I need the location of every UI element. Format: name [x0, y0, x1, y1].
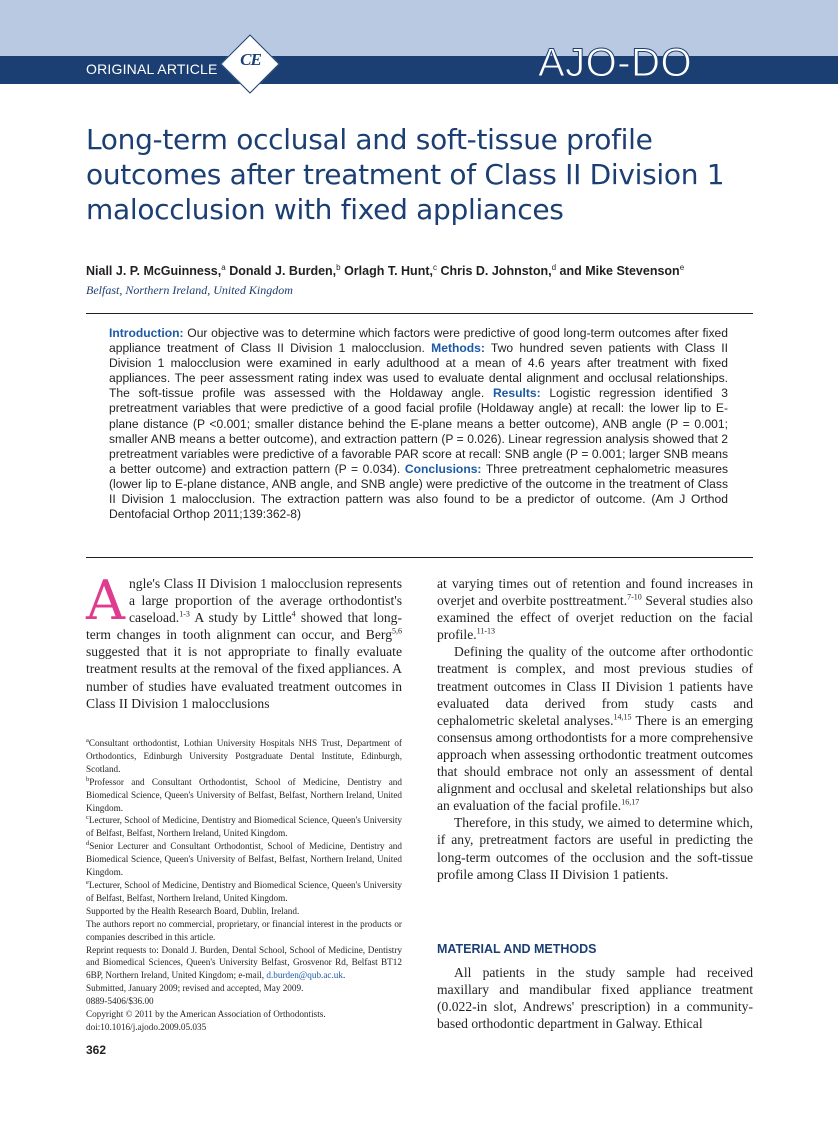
conflict-note: The authors report no commercial, proprietary, or financial interest in the products or companies described in this article.	[86, 918, 402, 942]
funding-note: Supported by the Health Research Board, Dublin, Ireland.	[86, 905, 300, 916]
body-text: ngle's Class II Division 1 malocclusion represents a large proportion of the average orthodontist's caseload.	[129, 576, 402, 626]
article-title: Long-term occlusal and soft-tissue profile outcomes after treatment of Class II Division 1 malocclusion with fixed appliances	[86, 123, 725, 226]
author-affil-mark: b	[336, 262, 341, 272]
footnote-c: $^c$Lecturer, School of Medicine, Dentistry and Biomedical Science, Queen's University of Belfast, Belfast, Northern Ireland, United Kingdom.	[86, 814, 402, 839]
header-top-band	[0, 0, 838, 56]
journal-logo: AJO-DO	[538, 41, 693, 85]
author-list	[86, 264, 684, 278]
abstract-results-heading: Results:	[492, 386, 541, 401]
section-heading-methods: MATERIAL AND METHODS	[437, 942, 597, 956]
ce-badge-label: CE	[240, 50, 261, 69]
body-text: A study by Little	[189, 610, 292, 626]
doi[interactable]: doi:10.1016/j.ajodo.2009.05.035	[86, 1021, 207, 1032]
copyright-note: Copyright © 2011 by the American Association of Orthodontists.	[86, 1009, 326, 1020]
body-paragraph: at varying times out of retention and found increases in overjet and overbite posttreatment.$^{7-10}$ Several studies also examined the effect of overjet reduction on the facial profile.$^{11-13}$	[437, 576, 753, 643]
abstract-methods-heading: Methods:	[431, 341, 485, 356]
footnotes	[86, 737, 402, 1034]
body-paragraph: Defining the quality of the outcome after orthodontic treatment is complex, and most previous studies of treatment outcomes in Class II Division 1 patients have evaluated data derived from study casts and cephalometric skeletal analyses.$^{14,15}$ There is an emerging consensus among orthodontists for a more comprehensive approach when assessing orthodontic treatment outcomes that should embrace not only an assessment of dental alignment and occlusal and skeletal relationships but also an evaluation of the facial profile.$^{16,17}$	[437, 644, 753, 814]
author-name: Orlagh T. Hunt,	[344, 264, 433, 278]
body-paragraph: Therefore, in this study, we aimed to determine which, if any, pretreatment factors are useful in predicting the long-term outcomes of the occlusion and the soft-tissue profile among Class II Division 1 patients.	[437, 815, 753, 882]
citation-ref[interactable]: 11-13	[476, 626, 496, 636]
abstract-results: Logistic regression identified 3 pretreatment variables that were predictive of a good facial profile (Holdaway angle) at recall: the lower lip to E-plane distance (P <0.001; smaller distance behind the E-plane means a better outcome), ANB angle (P = 0.001; smaller ANB means a better outcome), and extraction pattern (P = 0.026). Linear regression analysis showed that 2 pretreatment variables were predictive of a favorable PAR score at recall: SNB angle (P = 0.001; larger SNB means a better outcome) and extraction pattern (P = 0.034).	[109, 386, 728, 476]
abstract-citation: (Am J Orthod Dentofacial Orthop 2011;139:362-8)	[109, 492, 728, 522]
footnote-a: $^a$Consultant orthodontist, Lothian University Hospitals NHS Trust, Department of Orthodontics, Edinburgh University Postgraduate Dental Institute, Edinburgh, Scotland.	[86, 736, 402, 774]
affiliation: Belfast, Northern Ireland, United Kingdom	[86, 283, 293, 297]
author-name: Donald J. Burden,	[229, 264, 337, 278]
abstract-conclusions-heading: Conclusions:	[404, 461, 482, 476]
footnote-b: $^b$Professor and Consultant Orthodontist, School of Medicine, Dentistry and Biomedical Science, Queen's University of Belfast, Belfast, Northern Ireland, United Kingdom.	[86, 775, 402, 813]
author-affil-mark: c	[432, 262, 437, 272]
abstract-introduction-heading: Introduction:	[109, 326, 184, 340]
abstract-conclusions: Three pretreatment cephalometric measures (lower lip to E-plane distance, ANB angle, and SNB angle) were predictive of the outcome in the treatment of Class II Division 1 malocclusion. The extraction pattern was also found to be a predictor of outcome.	[109, 461, 728, 507]
drop-cap: A	[86, 569, 125, 632]
author-name: and Mike Stevenson	[559, 264, 680, 278]
body-text: suggested that it is not appropriate to finally evaluate treatment results at the removal of the fixed appliances. A number of studies have evaluated treatment outcomes in Class II Division 1 malocclusions	[86, 644, 402, 711]
abstract-methods: Two hundred seven patients with Class II Division 1 malocclusion were examined in early adulthood at a mean of 4.6 years after treatment with fixed appliances. The peer assessment rating index was used to evaluate dental alignment and occlusal relationships. The soft-tissue profile was assessed with the Holdaway angle.	[109, 341, 728, 401]
reprint-note: Reprint requests to: Donald J. Burden, Dental School, School of Medicine, Dentistry and Biomedical Sciences, Queen's University Belfast, Grosvenor Rd, Belfast BT12 6BP, Northern Ireland, United Kingdom; e-mail, d.burden@qub.ac.uk.	[86, 944, 402, 981]
body-paragraph: All patients in the study sample had received maxillary and mandibular fixed appliance treatment (0.022-in slot, Andrews' prescription) in a community-based orthodontic department in Galway. Ethical	[437, 965, 753, 1032]
abstract	[109, 326, 728, 522]
author-name: Niall J. P. McGuinness,	[86, 264, 222, 278]
price-note: 0889-5406/$36.00	[86, 996, 154, 1007]
page-number: 362	[86, 1043, 107, 1057]
citation-ref[interactable]: 16,17	[621, 797, 640, 807]
author-affil-mark: d	[551, 262, 557, 272]
citation-ref[interactable]: 1-3	[179, 609, 190, 619]
body-text: showed that long-term changes in tooth alignment can occur, and Berg	[86, 610, 402, 643]
footnote-d: $^d$Senior Lecturer and Consultant Orthodontist, School of Medicine, Dentistry and Biomedical Science, Queen's University of Belfast, Belfast, Northern Ireland, United Kingdom.	[86, 840, 402, 878]
submitted-note: Submitted, January 2009; revised and accepted, May 2009.	[86, 983, 304, 994]
abstract-introduction: Our objective was to determine which factors were predictive of good long-term outcomes after fixed appliance treatment of Class II Division 1 malocclusion.	[109, 326, 728, 356]
author-affil-mark: a	[221, 262, 226, 272]
email-link[interactable]: d.burden@qub.ac.uk	[266, 970, 343, 981]
body-column-left	[86, 569, 402, 712]
citation-ref[interactable]: 4	[291, 609, 296, 619]
body-column-right	[437, 575, 753, 883]
author-name: Chris D. Johnston,	[440, 264, 552, 278]
citation-ref[interactable]: 14,15	[613, 712, 632, 722]
citation-ref[interactable]: 7-10	[627, 592, 642, 602]
article-type-label: ORIGINAL ARTICLE	[86, 61, 218, 77]
author-affil-mark: e	[679, 262, 685, 272]
citation-ref[interactable]: 5,6	[392, 626, 402, 636]
footnote-e: $^e$Lecturer, School of Medicine, Dentistry and Biomedical Science, Queen's University of Belfast, Belfast, Northern Ireland, United Kingdom.	[86, 878, 402, 903]
